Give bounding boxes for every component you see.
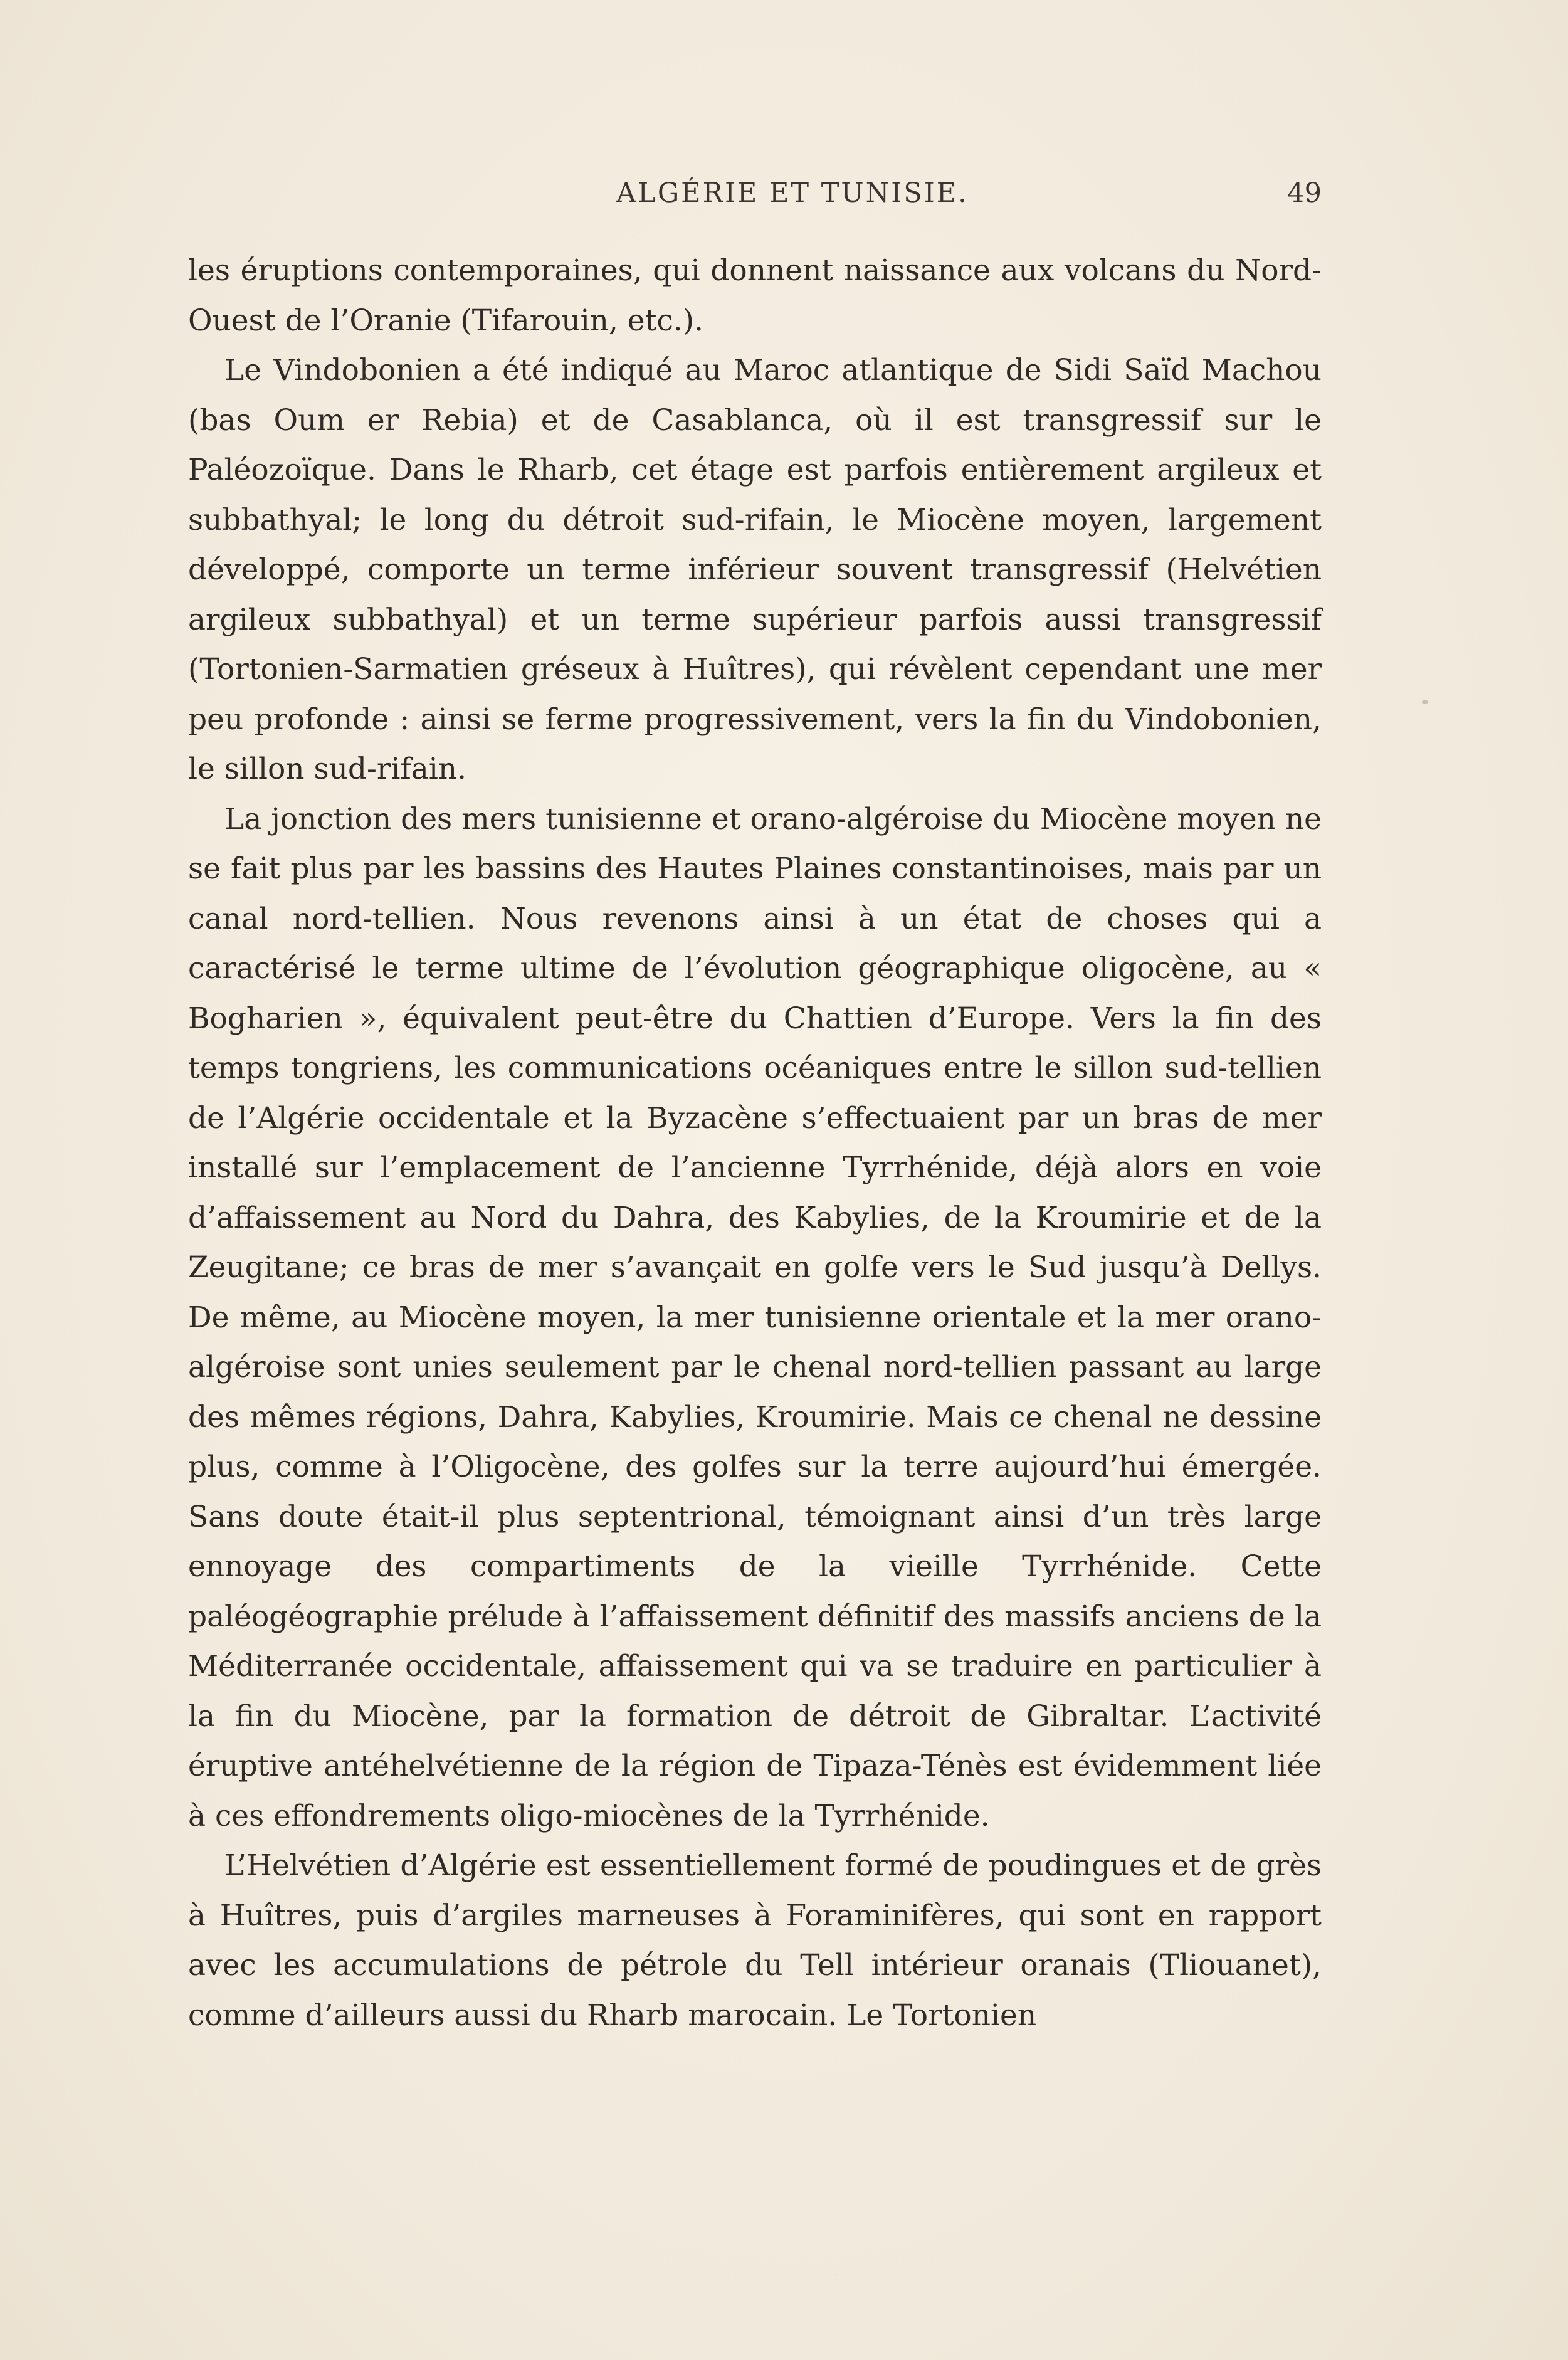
paragraph-3: La jonction des mers tunisienne et orano-algéroise du Miocène moyen ne se fait plus par les bassins des Hautes Plaines constantinoises, mais par un canal nord-tellien. Nous revenons ainsi à un état de choses qui a caractérisé le terme ultime de l’évolution géographique oligocène, au « Bogharien », équivalent peut-être du Chattien d’Europe. Vers la fin des temps tongriens, les communications océaniques entre le sillon sud-tellien de l’Algérie occidentale et la Byzacène s’effectuaient par un bras de mer installé sur l’emplacement de l’ancienne Tyrrhénide, déjà alors en voie d’affaissement au Nord du Dahra, des Kabylies, de la Kroumirie et de la Zeugitane; ce bras de mer s’avançait en golfe vers le Sud jusqu’à Dellys. De même, au Miocène moyen, la mer tunisienne orientale et la mer orano-algéroise sont unies seulement par le chenal nord-tellien passant au large des mêmes régions, Dahra, Kabylies, Kroumirie. Mais ce chenal ne dessine plus, comme à l’Oligocène, des golfes sur la terre aujourd’hui émergée. Sans doute était-il plus septentrional, témoignant ainsi d’un très large ennoyage des compartiments de la vieille Tyrrhénide. Cette paléogéographie prélude à l’affaissement définitif des massifs anciens de la Méditerranée occidentale, affaissement qui va se traduire en particulier à la fin du Miocène, par la formation de détroit de Gibraltar. L’activité éruptive antéhelvétienne de la région de Tipaza-Ténès est évidemment liée à ces effondrements oligo-miocènes de la Tyrrhénide.	[188, 801, 1322, 1833]
paragraph-1: les éruptions contemporaines, qui donnent naissance aux volcans du Nord-Ouest de l’Oranie (Tifarouin, etc.).	[188, 253, 1322, 338]
paper-speck	[1422, 700, 1428, 704]
page-header	[188, 177, 1322, 221]
page-number: 49	[1287, 177, 1322, 209]
running-title: ALGÉRIE ET TUNISIE.	[616, 177, 969, 209]
body-text	[188, 246, 1322, 2040]
paragraph-2: Le Vindobonien a été indiqué au Maroc atlantique de Sidi Saïd Machou (bas Oum er Rebia) et de Casablanca, où il est transgressif sur le Paléozoïque. Dans le Rharb, cet étage est parfois entièrement argileux et subbathyal; le long du détroit sud-rifain, le Miocène moyen, largement développé, comporte un terme inférieur souvent transgressif (Helvétien argileux subbathyal) et un terme supérieur parfois aussi transgressif (Tortonien-Sarmatien gréseux à Huîtres), qui révèlent cependant une mer peu profonde : ainsi se ferme progressivement, vers la fin du Vindobonien, le sillon sud-rifain.	[188, 353, 1322, 786]
paragraph-4: L’Helvétien d’Algérie est essentiellement formé de poudingues et de grès à Huîtres, puis d’argiles marneuses à Foraminifères, qui sont en rapport avec les accumulations de pétrole du Tell intérieur oranais (Tliouanet), comme d’ailleurs aussi du Rharb marocain. Le Tortonien	[188, 1848, 1322, 2033]
